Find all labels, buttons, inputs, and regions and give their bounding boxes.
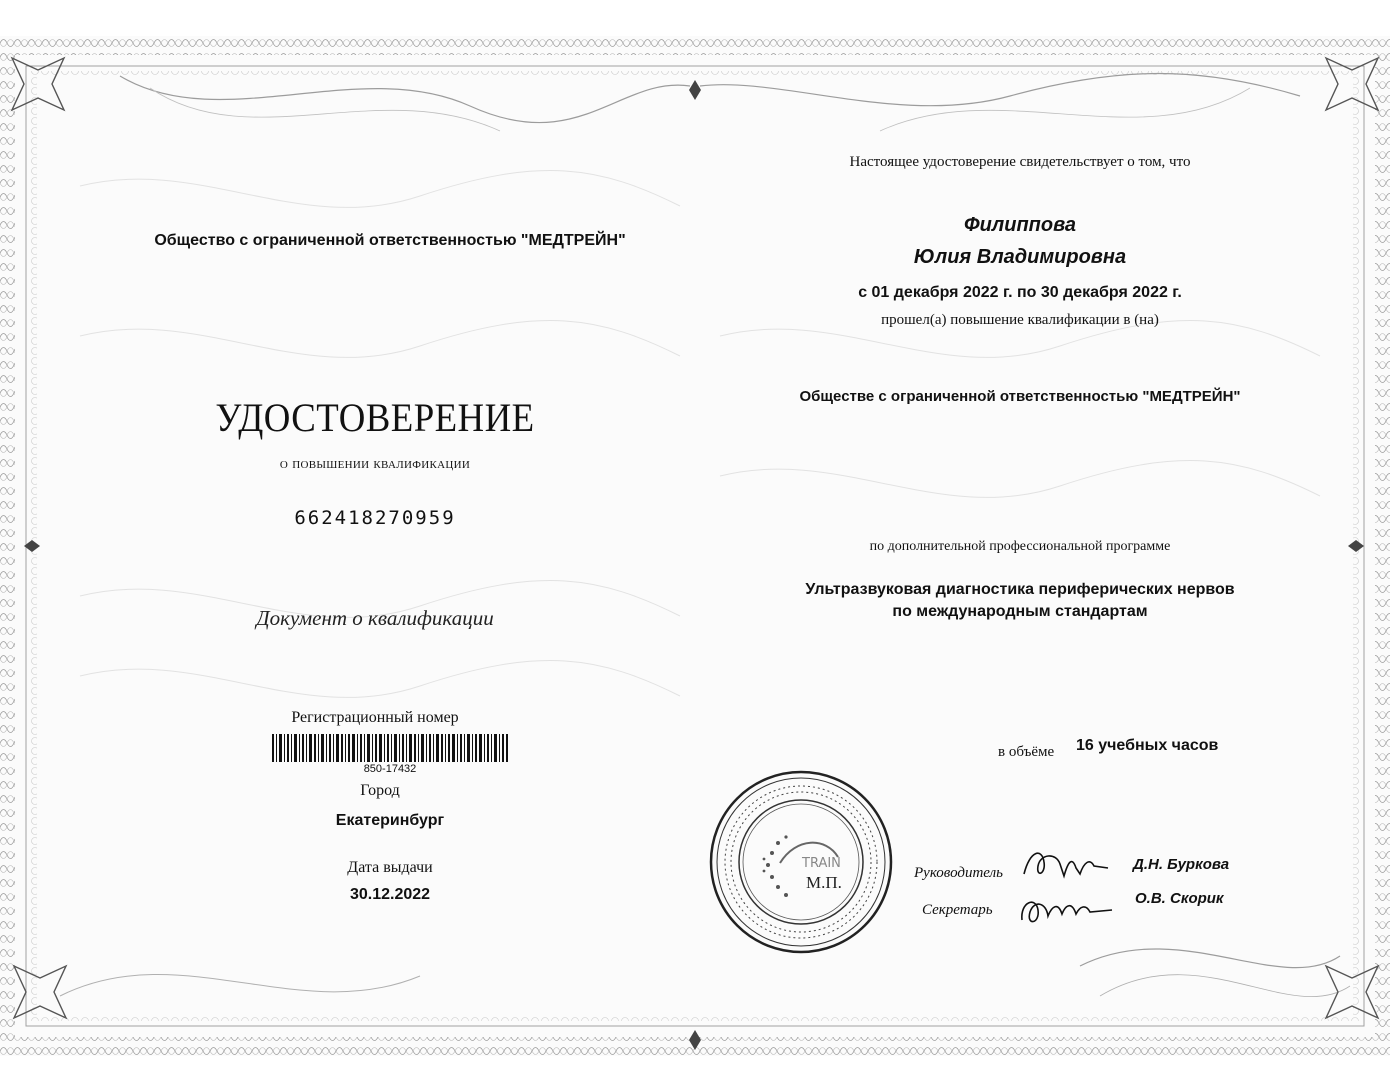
volume-label: в объёме [998, 744, 1055, 760]
issue-date-label: Дата выдачи [347, 859, 433, 876]
secretary-label: Секретарь [922, 902, 993, 918]
holder-surname: Филиппова [963, 214, 1077, 236]
certificate-title: УДОСТОВЕРЕНИЕ [215, 395, 535, 440]
head-name: Д.Н. Буркова [1133, 856, 1230, 873]
certificate-subtitle: о повышении квалификации [279, 456, 471, 472]
secretary-signature [1016, 892, 1116, 932]
head-signature [1020, 844, 1110, 884]
intro-text: Настоящее удостоверение свидетельствует о том, что [849, 154, 1191, 170]
registration-number: 850-17432 [363, 763, 417, 775]
program-label: по дополнительной профессиональной программе [869, 539, 1171, 554]
completed-text: прошел(а) повышение квалификации в (на) [881, 312, 1159, 328]
registration-label: Регистрационный номер [291, 709, 459, 726]
city-label: Город [360, 782, 400, 799]
issue-date-value: 30.12.2022 [349, 886, 431, 903]
certificate-number: 662418270959 [294, 507, 456, 529]
training-organization: Обществе с ограниченной ответственностью "МЕДТРЕЙН" [799, 388, 1241, 405]
city-value: Екатеринбург [335, 812, 445, 829]
document-type: Документ о квалификации [256, 606, 494, 630]
holder-first-middle-name: Юлия Владимировна [913, 246, 1127, 268]
issuer-organization: Общество с ограниченной ответственностью "МЕДТРЕЙН" [154, 232, 626, 249]
certificate-sheet [0, 36, 1390, 1056]
registration-barcode [272, 734, 508, 762]
stamp-mp-text: М.П. [806, 873, 842, 892]
svg-text:TRAIN: TRAIN [802, 856, 841, 871]
training-period: с 01 декабря 2022 г. по 30 декабря 2022 г. [858, 284, 1182, 301]
volume-value: 16 учебных часов [1076, 737, 1219, 754]
program-title-line-1: Ультразвуковая диагностика периферических нервов [805, 581, 1235, 598]
organization-seal [706, 767, 896, 957]
program-title-line-2: по международным стандартам [892, 603, 1148, 620]
secretary-name: О.В. Скорик [1135, 890, 1224, 907]
head-label: Руководитель [914, 865, 1003, 881]
